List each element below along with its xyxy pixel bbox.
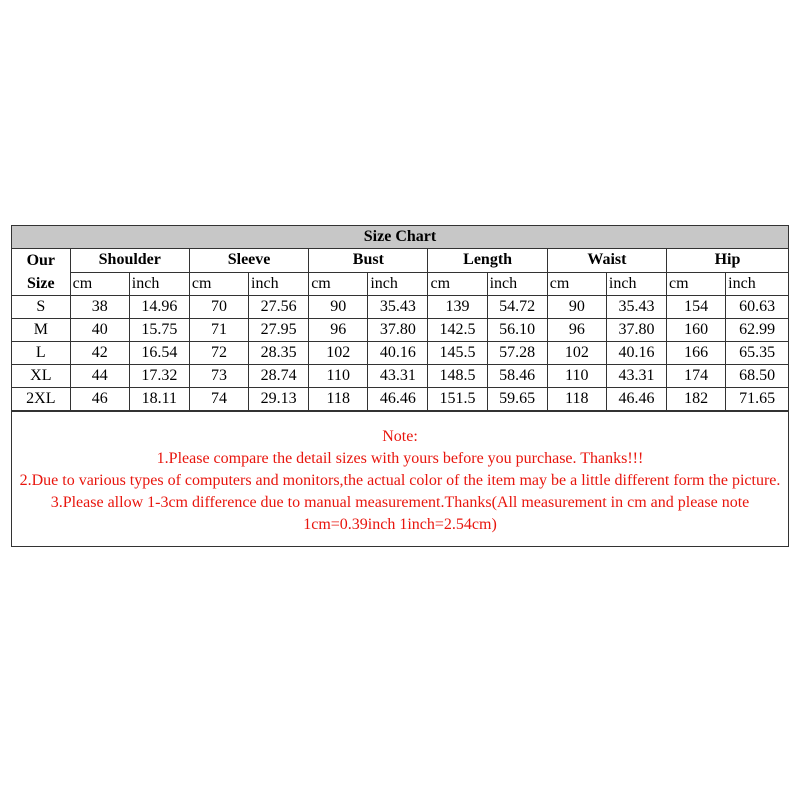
table-row bbox=[12, 296, 788, 319]
unit-inch: inch bbox=[487, 272, 547, 296]
note-line-1: 1.Please compare the detail sizes with yours before you purchase. Thanks!!! bbox=[156, 450, 644, 467]
value-cell: 37.80 bbox=[368, 319, 428, 342]
value-cell: 70 bbox=[189, 296, 248, 319]
value-cell: 43.31 bbox=[368, 365, 428, 388]
table-row bbox=[12, 388, 788, 411]
header-bust: Bust bbox=[309, 249, 428, 273]
value-cell: 16.54 bbox=[129, 342, 189, 365]
value-cell: 160 bbox=[667, 319, 726, 342]
value-cell: 102 bbox=[309, 342, 368, 365]
value-cell: 182 bbox=[667, 388, 726, 411]
header-hip: Hip bbox=[667, 249, 788, 273]
size-chart bbox=[11, 225, 789, 547]
unit-cm: cm bbox=[547, 272, 606, 296]
value-cell: 18.11 bbox=[129, 388, 189, 411]
header-waist: Waist bbox=[547, 249, 666, 273]
value-cell: 151.5 bbox=[428, 388, 487, 411]
value-cell: 40.16 bbox=[606, 342, 666, 365]
note-line-3: 3.Please allow 1-3cm difference due to manual measurement.Thanks(All measurement in cm and please note 1cm=0.39inch 1inch=2.54cm) bbox=[50, 494, 750, 533]
unit-inch: inch bbox=[368, 272, 428, 296]
value-cell: 38 bbox=[70, 296, 129, 319]
value-cell: 154 bbox=[667, 296, 726, 319]
header-sleeve: Sleeve bbox=[189, 249, 308, 273]
value-cell: 110 bbox=[309, 365, 368, 388]
unit-cm: cm bbox=[309, 272, 368, 296]
unit-cm: cm bbox=[667, 272, 726, 296]
value-cell: 145.5 bbox=[428, 342, 487, 365]
size-cell: 2XL bbox=[12, 388, 70, 411]
value-cell: 96 bbox=[309, 319, 368, 342]
value-cell: 43.31 bbox=[606, 365, 666, 388]
value-cell: 60.63 bbox=[726, 296, 788, 319]
value-cell: 68.50 bbox=[726, 365, 788, 388]
value-cell: 166 bbox=[667, 342, 726, 365]
value-cell: 72 bbox=[189, 342, 248, 365]
unit-inch: inch bbox=[726, 272, 788, 296]
value-cell: 57.28 bbox=[487, 342, 547, 365]
value-cell: 142.5 bbox=[428, 319, 487, 342]
value-cell: 139 bbox=[428, 296, 487, 319]
value-cell: 58.46 bbox=[487, 365, 547, 388]
value-cell: 17.32 bbox=[129, 365, 189, 388]
value-cell: 35.43 bbox=[606, 296, 666, 319]
value-cell: 29.13 bbox=[249, 388, 309, 411]
title-row bbox=[12, 226, 788, 249]
size-header-line1: Our bbox=[26, 252, 56, 269]
unit-cm: cm bbox=[70, 272, 129, 296]
value-cell: 14.96 bbox=[129, 296, 189, 319]
size-cell: L bbox=[12, 342, 70, 365]
chart-title: Size Chart bbox=[12, 226, 788, 249]
value-cell: 59.65 bbox=[487, 388, 547, 411]
value-cell: 28.35 bbox=[249, 342, 309, 365]
value-cell: 73 bbox=[189, 365, 248, 388]
value-cell: 148.5 bbox=[428, 365, 487, 388]
value-cell: 71.65 bbox=[726, 388, 788, 411]
value-cell: 44 bbox=[70, 365, 129, 388]
value-cell: 71 bbox=[189, 319, 248, 342]
size-table bbox=[12, 226, 788, 411]
value-cell: 110 bbox=[547, 365, 606, 388]
value-cell: 27.95 bbox=[249, 319, 309, 342]
value-cell: 42 bbox=[70, 342, 129, 365]
value-cell: 96 bbox=[547, 319, 606, 342]
header-row bbox=[12, 249, 788, 273]
value-cell: 46.46 bbox=[368, 388, 428, 411]
value-cell: 28.74 bbox=[249, 365, 309, 388]
value-cell: 118 bbox=[309, 388, 368, 411]
value-cell: 27.56 bbox=[249, 296, 309, 319]
unit-inch: inch bbox=[129, 272, 189, 296]
value-cell: 15.75 bbox=[129, 319, 189, 342]
value-cell: 35.43 bbox=[368, 296, 428, 319]
notes-heading: Note: bbox=[382, 428, 418, 445]
header-length: Length bbox=[428, 249, 547, 273]
unit-cm: cm bbox=[428, 272, 487, 296]
value-cell: 90 bbox=[547, 296, 606, 319]
unit-row bbox=[12, 272, 788, 296]
value-cell: 65.35 bbox=[726, 342, 788, 365]
value-cell: 90 bbox=[309, 296, 368, 319]
unit-inch: inch bbox=[606, 272, 666, 296]
table-row bbox=[12, 342, 788, 365]
value-cell: 40 bbox=[70, 319, 129, 342]
value-cell: 40.16 bbox=[368, 342, 428, 365]
size-cell: S bbox=[12, 296, 70, 319]
value-cell: 62.99 bbox=[726, 319, 788, 342]
notes-section bbox=[12, 411, 788, 546]
value-cell: 74 bbox=[189, 388, 248, 411]
size-cell: XL bbox=[12, 365, 70, 388]
value-cell: 46.46 bbox=[606, 388, 666, 411]
value-cell: 56.10 bbox=[487, 319, 547, 342]
table-row bbox=[12, 319, 788, 342]
table-row bbox=[12, 365, 788, 388]
size-column-header bbox=[12, 249, 70, 296]
value-cell: 54.72 bbox=[487, 296, 547, 319]
unit-cm: cm bbox=[189, 272, 248, 296]
header-shoulder: Shoulder bbox=[70, 249, 189, 273]
value-cell: 102 bbox=[547, 342, 606, 365]
size-header-line2: Size bbox=[27, 275, 55, 292]
note-line-2: 2.Due to various types of computers and monitors,the actual color of the item may be a little different form the picture. bbox=[19, 472, 781, 489]
value-cell: 46 bbox=[70, 388, 129, 411]
unit-inch: inch bbox=[249, 272, 309, 296]
size-cell: M bbox=[12, 319, 70, 342]
value-cell: 174 bbox=[667, 365, 726, 388]
value-cell: 37.80 bbox=[606, 319, 666, 342]
value-cell: 118 bbox=[547, 388, 606, 411]
